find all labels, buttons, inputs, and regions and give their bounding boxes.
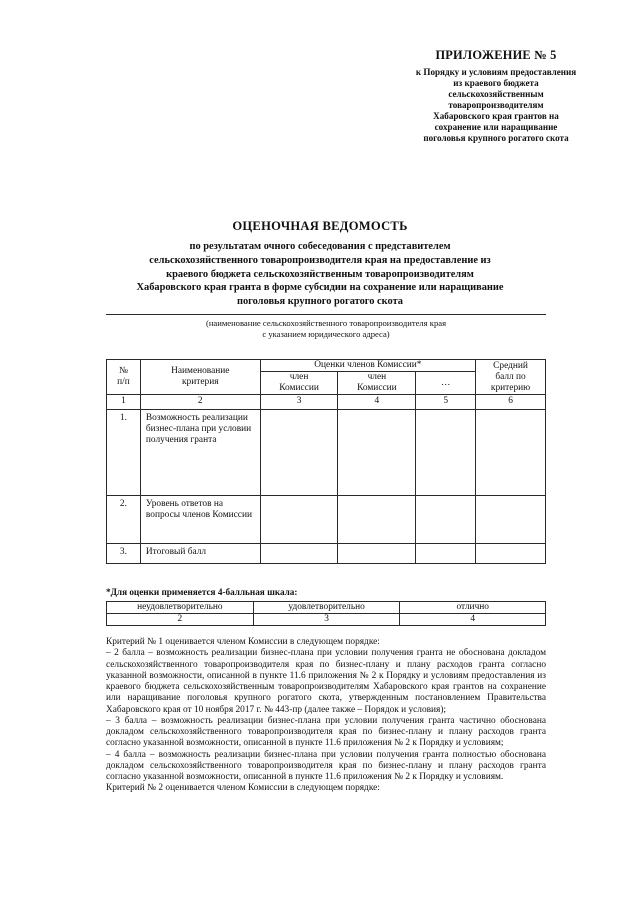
header-number bbox=[107, 360, 141, 395]
subtitle-line: сельскохозяйственного товаропроизводителя края на предоставление из bbox=[149, 254, 491, 266]
appendix-title: ПРИЛОЖЕНИЕ № 5 bbox=[435, 48, 557, 62]
header-criterion bbox=[140, 360, 260, 395]
table-header-row bbox=[107, 360, 546, 372]
subtitle-line: по результатам очного собеседования с представителем bbox=[189, 241, 451, 252]
row-score-member-other[interactable] bbox=[416, 495, 476, 543]
header-average bbox=[476, 360, 546, 395]
scale-label: отлично bbox=[400, 602, 546, 614]
appendix-line: к Порядку и условиям предоставления bbox=[415, 66, 577, 77]
scale-value: 3 bbox=[253, 613, 400, 625]
document-subtitle bbox=[70, 240, 570, 309]
criterion-2-intro: Критерий № 2 оценивается членом Комиссии в следующем порядке: bbox=[106, 783, 380, 794]
subtitle-line: Хабаровского края гранта в форме субсидии на сохранение или наращивание bbox=[136, 282, 504, 294]
header-member-2 bbox=[338, 372, 416, 395]
row-average[interactable] bbox=[476, 495, 546, 543]
criterion-1-score-2-paragraph: – 2 балла – возможность реализации бизнес-плана при условии получения гранта не обоснована докладом сельскохозяйственного товаропроизводителя края по бизнес-плану и плану расходов гранта согласно указанной возможности, описанной в пункте 11.6 приложения № 2 к Порядку и условиям предоставления из краевого бюджета сельскохозяйственным товаропроизводителям Хабаровского края грантов на сохранение или наращивание поголовья крупного рогатого скота, утвержденным постановлением Правительства Хабаровского края от 10 ноября 2017 г. № 443-пр (далее также – Порядок и условия); bbox=[106, 648, 546, 715]
header-member-ellipsis: … bbox=[416, 372, 476, 395]
scale-label: удовлетворительно bbox=[253, 602, 400, 614]
fill-in-caption-line: с указанием юридического адреса) bbox=[262, 329, 390, 340]
subtitle-line: поголовья крупного рогатого скота bbox=[236, 296, 403, 308]
criterion-1-score-4-paragraph: – 4 балла – возможность реализации бизнес-плана при условии получения гранта полностью обоснована докладом сельскохозяйственного товаропроизводителя края по бизнес-плану и плану расходов гранта согласно указанной возможности, описанной в пункте 11.6 приложения № 2 к Порядку и условиям. bbox=[106, 749, 546, 782]
row-average[interactable] bbox=[476, 409, 546, 495]
appendix-line: из краевого бюджета bbox=[453, 77, 539, 88]
row-number: 2. bbox=[107, 495, 141, 543]
appendix-line: товаропроизводителям bbox=[448, 99, 544, 110]
header-average-line2: балл по bbox=[495, 371, 526, 382]
header-criterion-line2: критерия bbox=[181, 377, 219, 388]
row-score-member-other[interactable] bbox=[416, 409, 476, 495]
scale-label-row bbox=[107, 602, 546, 614]
header-member-1-line2: Комиссии bbox=[279, 383, 319, 394]
row-criterion: Итоговый балл bbox=[140, 543, 260, 563]
appendix-reference-lines bbox=[372, 67, 620, 145]
row-criterion: Возможность реализации бизнес-плана при условии получения гранта bbox=[140, 409, 260, 495]
header-number-line2: п/п bbox=[117, 377, 130, 388]
body-text bbox=[106, 637, 546, 795]
appendix-line: Хабаровского края грантов на bbox=[433, 110, 559, 121]
appendix-header bbox=[372, 48, 620, 144]
row-number: 3. bbox=[107, 543, 141, 563]
appendix-line: поголовья крупного рогатого скота bbox=[423, 133, 569, 144]
column-number: 3 bbox=[260, 395, 338, 409]
header-number-line1: № bbox=[118, 366, 128, 377]
row-average[interactable] bbox=[476, 543, 546, 563]
table-column-numbers-row bbox=[107, 395, 546, 409]
header-scores-group: Оценки членов Комиссии* bbox=[260, 360, 475, 372]
fill-in-rule bbox=[106, 314, 546, 315]
page-title: ОЦЕНОЧНАЯ ВЕДОМОСТЬ bbox=[232, 219, 408, 233]
header-member-2-line1: член bbox=[367, 372, 387, 383]
scale-value: 2 bbox=[107, 613, 254, 625]
row-score-member-2[interactable] bbox=[338, 409, 416, 495]
table-row bbox=[107, 495, 546, 543]
column-number: 2 bbox=[140, 395, 260, 409]
header-criterion-line1: Наименование bbox=[171, 366, 230, 377]
header-average-line1: Средний bbox=[493, 360, 528, 371]
column-number: 1 bbox=[107, 395, 141, 409]
appendix-line: сохранение или наращивание bbox=[434, 121, 558, 132]
row-score-member-1[interactable] bbox=[260, 543, 338, 563]
fill-in-caption bbox=[106, 318, 546, 340]
header-member-1 bbox=[260, 372, 338, 395]
scale-label: неудовлетворительно bbox=[107, 602, 254, 614]
table-row bbox=[107, 543, 546, 563]
scale-table bbox=[106, 601, 546, 626]
header-member-2-line2: Комиссии bbox=[357, 383, 397, 394]
header-member-1-line1: член bbox=[289, 372, 309, 383]
scale-value-row bbox=[107, 613, 546, 625]
row-score-member-2[interactable] bbox=[338, 495, 416, 543]
appendix-line: сельскохозяйственным bbox=[448, 88, 544, 99]
criterion-1-score-3-paragraph: – 3 балла – возможность реализации бизнес-плана при условии получения гранта частично обоснована докладом сельскохозяйственного товаропроизводителя края по бизнес-плану и плану расходов гранта согласно указанной возможности, описанной в пункте 11.6 приложения № 2 к Порядку и условиям; bbox=[106, 715, 546, 749]
header-average-line3: критерию bbox=[490, 382, 531, 393]
column-number: 5 bbox=[416, 395, 476, 409]
scale-value: 4 bbox=[400, 613, 546, 625]
row-score-member-other[interactable] bbox=[416, 543, 476, 563]
column-number: 6 bbox=[476, 395, 546, 409]
row-criterion: Уровень ответов на вопросы членов Комиссии bbox=[140, 495, 260, 543]
row-score-member-2[interactable] bbox=[338, 543, 416, 563]
row-number: 1. bbox=[107, 409, 141, 495]
row-score-member-1[interactable] bbox=[260, 409, 338, 495]
column-number: 4 bbox=[338, 395, 416, 409]
table-row bbox=[107, 409, 546, 495]
subtitle-line: краевого бюджета сельскохозяйственным товаропроизводителям bbox=[166, 268, 474, 280]
scale-footnote: *Для оценки применяется 4-балльная шкала: bbox=[106, 587, 298, 597]
evaluation-table bbox=[106, 359, 546, 564]
row-score-member-1[interactable] bbox=[260, 495, 338, 543]
fill-in-caption-line: (наименование сельскохозяйственного товаропроизводителя края bbox=[205, 318, 447, 328]
criterion-1-intro: Критерий № 1 оценивается членом Комиссии в следующем порядке: bbox=[106, 637, 380, 647]
